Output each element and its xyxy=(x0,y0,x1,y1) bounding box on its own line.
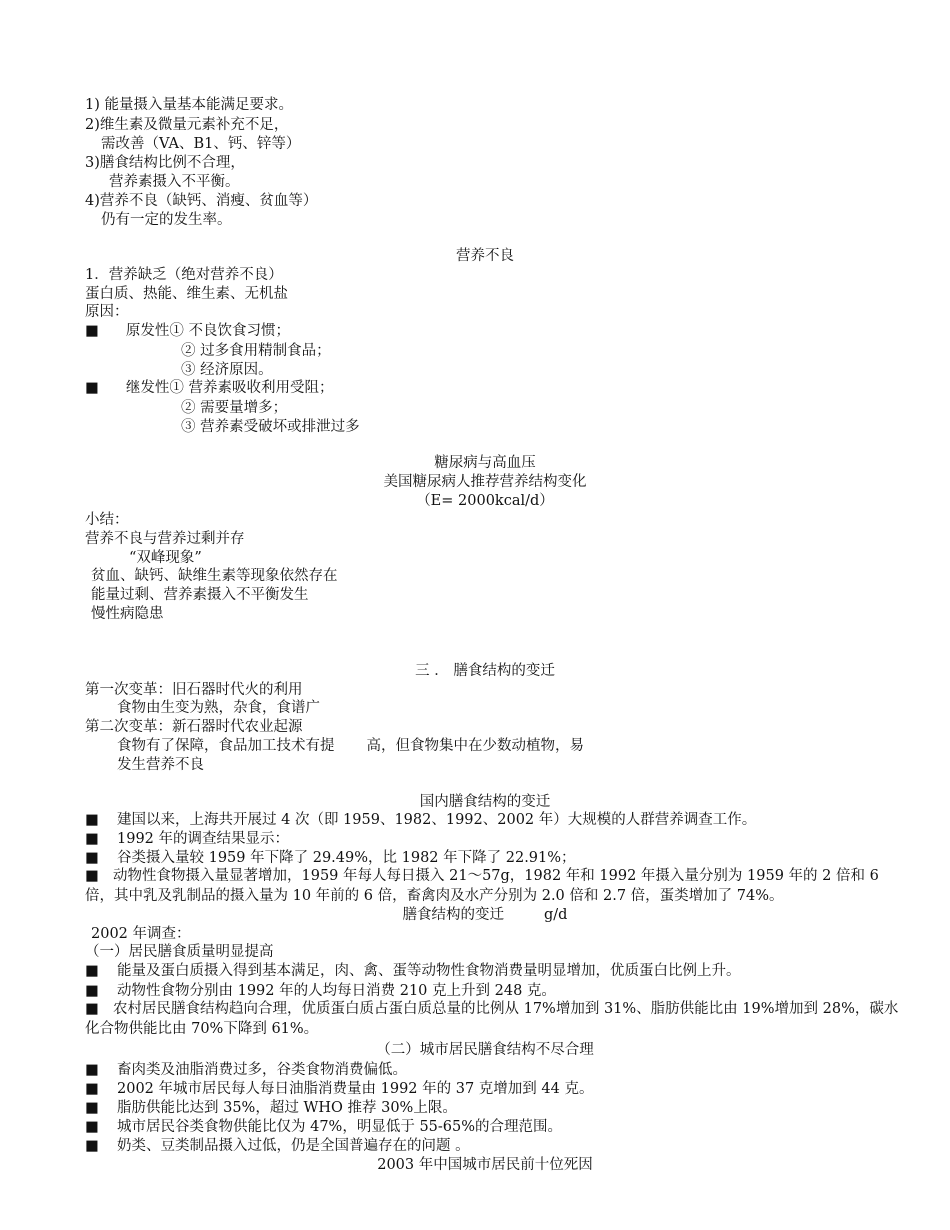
survey-part-2: （二）城市居民膳食结构不尽合理 xyxy=(376,1042,594,1058)
intro-line-5: 营养素摄入不平衡。 xyxy=(109,174,240,190)
survey-p1-bullet-3: ■ 农村居民膳食结构趋向合理，优质蛋白质占蛋白质总量的比例从 17%增加到 31%、脂肪供能比由 19%增加到 28%，碳水化合物供能比由 70%下降到 61%。 xyxy=(85,1001,899,1037)
bullet-square-icon: ■ xyxy=(85,850,99,866)
diabetes-subtitle: 美国糖尿病人推荐营养结构变化 xyxy=(383,474,587,490)
bullet-square-icon: ■ xyxy=(85,380,99,396)
bullet-square-icon: ■ xyxy=(85,1138,99,1154)
bullet-square-icon: ■ xyxy=(85,1001,99,1017)
primary-cause-row xyxy=(85,324,290,339)
summary-line-4: 能量过剩、营养素摄入不平衡发生 xyxy=(91,587,309,603)
malnutrition-item-1: 1．营养缺乏（绝对营养不良） xyxy=(85,267,283,283)
summary-line-3: 贫血、缺钙、缺维生素等现象依然存在 xyxy=(91,568,338,584)
bullet-square-icon: ■ xyxy=(85,812,99,828)
intro-line-3: 需改善（VA、B1、钙、锌等） xyxy=(101,136,301,152)
survey-p1-bullet-2: ■ 动物性食物分别由 1992 年的人均每日消费 210 克上升到 248 克。 xyxy=(85,983,556,999)
malnutrition-cause: 原因： xyxy=(85,304,129,320)
primary-cause-2: ② 过多食用精制食品； xyxy=(181,343,331,359)
survey-p1-bullet-1: ■ 能量及蛋白质摄入得到基本满足，肉、禽、蛋等动物性食物消费量明显增加，优质蛋白比例上升。 xyxy=(85,963,741,979)
history-first-detail: 食物由生变为熟，杂食，食谱广 xyxy=(117,700,320,716)
bullet-square-icon: ■ xyxy=(85,1119,99,1135)
domestic-bullet-1: ■ 建国以来，上海共开展过 4 次（即 1959、1982、1992、2002 年）大规模的人群营养调查工作。 xyxy=(85,812,757,828)
bullet-square-icon: ■ xyxy=(85,831,99,847)
survey-p2-bullet-5: ■ 奶类、豆类制品摄入过低，仍是全国普遍存在的问题 。 xyxy=(85,1138,470,1154)
secondary-cause-2: ② 需要量增多； xyxy=(181,400,288,416)
intro-line-7: 仍有一定的发生率。 xyxy=(101,212,232,228)
history-second-detail-2: 发生营养不良 xyxy=(117,757,204,773)
survey-p2-bullet-2: ■ 2002 年城市居民每人每日油脂消费量由 1992 年的 37 克增加到 44 克。 xyxy=(85,1081,594,1097)
bullet-square-icon: ■ xyxy=(85,983,99,999)
bullet-square-icon: ■ xyxy=(85,1100,99,1116)
bullet-square-icon: ■ xyxy=(85,868,99,884)
survey-p2-bullet-1: ■ 畜肉类及油脂消费过多，谷类食物消费偏低。 xyxy=(85,1062,407,1078)
summary-line-2: “双峰现象” xyxy=(129,550,202,566)
intro-line-4: 3)膳食结构比例不合理， xyxy=(85,155,245,171)
table-unit: g/d xyxy=(544,907,568,923)
diabetes-title: 糖尿病与高血压 xyxy=(434,455,536,471)
secondary-cause-text: 继发性① 营养素吸收利用受阻； xyxy=(125,380,334,396)
bullet-square-icon: ■ xyxy=(85,323,99,339)
domestic-bullet-3: ■ 谷类摄入量较 1959 年下降了 29.49%，比 1982 年下降了 22.91%； xyxy=(85,850,576,866)
survey-p2-bullet-4: ■ 城市居民谷类食物供能比仅为 47%，明显低于 55-65%的合理范围。 xyxy=(85,1119,563,1135)
bullet-square-icon: ■ xyxy=(85,1081,99,1097)
survey-part-1: （一）居民膳食质量明显提高 xyxy=(85,944,274,960)
history-second: 第二次变革：新石器时代农业起源 xyxy=(85,719,303,735)
intro-line-6: 4)营养不良（缺钙、消瘦、贫血等） xyxy=(85,193,318,209)
table-title: 膳食结构的变迁 xyxy=(402,907,505,923)
bullet-square-icon: ■ xyxy=(85,1062,99,1078)
survey-p2-bullet-3: ■ 脂肪供能比达到 35%，超过 WHO 推荐 30%上限。 xyxy=(85,1100,457,1116)
domestic-bullet-4: ■ 动物性食物摄入量显著增加，1959 年每人每日摄入 21～57g，1982 年和 1992 年摄入量分别为 1959 年的 2 倍和 6 倍，其中乳及乳制品的摄入量为 10 年前的 6 倍，畜禽肉及水产分别为 2.0 倍和 2.7 倍，蛋类增加了 74%。 xyxy=(85,868,879,904)
secondary-cause-row xyxy=(85,381,334,396)
malnutrition-nutrients: 蛋白质、热能、维生素、无机盐 xyxy=(85,286,288,302)
summary-label: 小结： xyxy=(85,512,129,528)
malnutrition-heading: 营养不良 xyxy=(456,248,514,264)
diabetes-energy: （E= 2000kcal/d） xyxy=(416,493,554,509)
summary-line-5: 慢性病隐患 xyxy=(91,606,164,622)
bullet-square-icon: ■ xyxy=(85,963,99,979)
primary-cause-text: 原发性① 不良饮食习惯； xyxy=(125,323,291,339)
secondary-cause-3: ③ 营养素受破坏或排泄过多 xyxy=(181,419,360,435)
table-caption xyxy=(0,908,950,923)
domestic-heading: 国内膳食结构的变迁 xyxy=(419,794,551,810)
history-heading: 三 ． 膳食结构的变迁 xyxy=(415,663,555,679)
summary-line-1: 营养不良与营养过剩并存 xyxy=(85,531,245,547)
history-first: 第一次变革：旧石器时代火的利用 xyxy=(85,682,303,698)
intro-line-2: 2)维生素及微量元素补充不足， xyxy=(85,117,289,133)
intro-line-1: 1) 能量摄入量基本能满足要求。 xyxy=(85,97,293,113)
primary-cause-3: ③ 经济原因。 xyxy=(181,362,273,378)
survey-label: 2002 年调查： xyxy=(91,926,191,942)
domestic-bullet-2: ■ 1992 年的调查结果显示： xyxy=(85,831,290,847)
history-second-detail: 食物有了保障，食品加工技术有提 高，但食物集中在少数动植物，易 xyxy=(117,738,584,754)
survey-footer: 2003 年中国城市居民前十位死因 xyxy=(377,1157,593,1173)
